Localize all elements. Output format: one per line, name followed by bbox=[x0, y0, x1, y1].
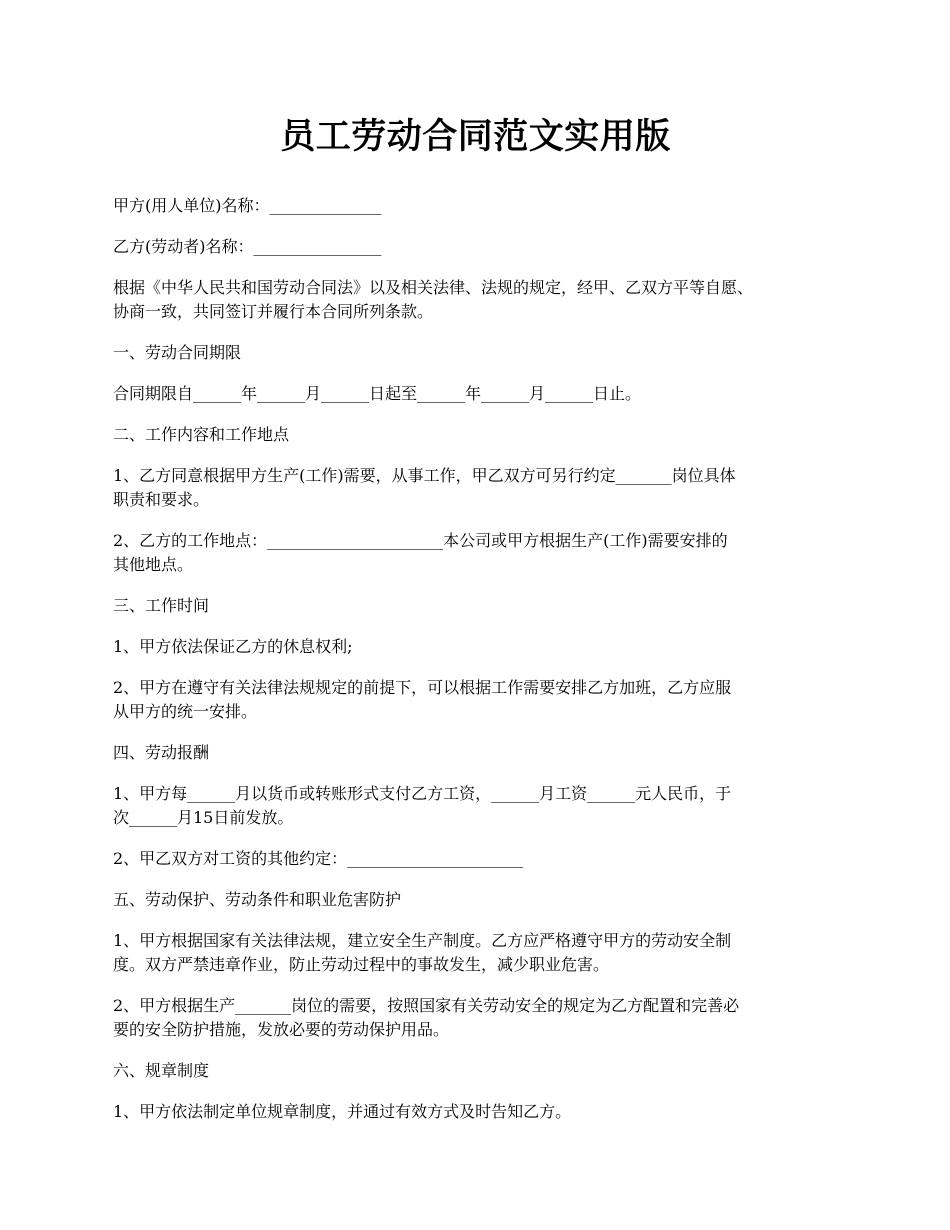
rules-clause-1: 1、甲方依法制定单位规章制度，并通过有效方式及时告知乙方。 bbox=[113, 1102, 572, 1121]
party-b-name-line: 乙方(劳动者)名称：________________ bbox=[113, 237, 382, 256]
working-hours-clause-2: 2、甲方在遵守有关法律法规规定的前提下，可以根据工作需要安排乙方加班，乙方应服 从甲方的统一安排。 bbox=[113, 678, 732, 721]
party-a-name-line: 甲方(用人单位)名称：______________ bbox=[113, 196, 382, 215]
section-heading-rules: 六、规章制度 bbox=[113, 1061, 210, 1080]
labor-protection-clause-1: 1、甲方根据国家有关法律法规，建立安全生产制度。乙方应严格遵守甲方的劳动安全制 度。双方严禁违章作业，防止劳动过程中的事故发生，减少职业危害。 bbox=[113, 931, 732, 974]
section-heading-labor-protection: 五、劳动保护、劳动条件和职业危害防护 bbox=[113, 890, 402, 909]
labor-protection-clause-2: 2、甲方根据生产_______岗位的需要，按照国家有关劳动安全的规定为乙方配置和完善必 要的安全防护措施，发放必要的劳动保护用品。 bbox=[113, 996, 740, 1039]
contract-term-line: 合同期限自______年______月______日起至______年______月______日止。 bbox=[113, 384, 642, 403]
section-heading-work-content: 二、工作内容和工作地点 bbox=[113, 425, 290, 444]
working-hours-clause-1: 1、甲方依法保证乙方的休息权利; bbox=[113, 637, 353, 656]
preamble-paragraph: 根据《中华人民共和国劳动合同法》以及相关法律、法规的规定，经甲、乙双方平等自愿、 协商一致，共同签订并履行本合同所列条款。 bbox=[113, 278, 754, 321]
work-content-clause-2: 2、乙方的工作地点：______________________本公司或甲方根据生产(工作)需要安排的 其他地点。 bbox=[113, 531, 728, 574]
section-heading-term: 一、劳动合同期限 bbox=[113, 343, 242, 362]
document-page bbox=[113, 110, 843, 1141]
section-heading-working-hours: 三、工作时间 bbox=[113, 596, 210, 615]
remuneration-clause-2: 2、甲乙双方对工资的其他约定：______________________ bbox=[113, 849, 524, 868]
remuneration-clause-1: 1、甲方每______月以货币或转账形式支付乙方工资，______月工资______元人民币，于 次______月15日前发放。 bbox=[113, 784, 732, 827]
section-heading-remuneration: 四、劳动报酬 bbox=[113, 743, 210, 762]
work-content-clause-1: 1、乙方同意根据甲方生产(工作)需要，从事工作，甲乙双方可另行约定_______岗位具体 职责和要求。 bbox=[113, 466, 736, 509]
document-title: 员工劳动合同范文实用版 bbox=[280, 116, 671, 157]
